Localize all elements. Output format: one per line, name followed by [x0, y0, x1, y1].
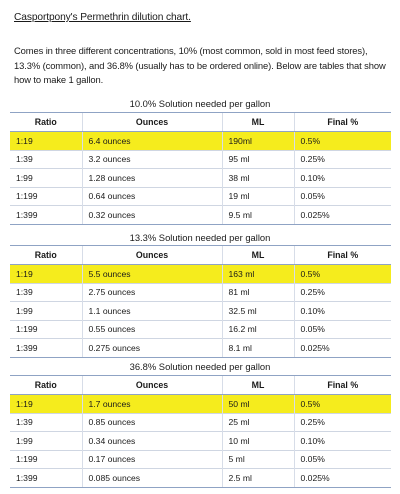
cell-ml: 19 ml: [222, 187, 294, 206]
cell-ratio: 1:99: [10, 432, 82, 451]
cell-final-percent: 0.25%: [294, 413, 391, 432]
header-ratio: Ratio: [10, 113, 82, 132]
cell-final-percent: 0.05%: [294, 450, 391, 469]
header-ml: ML: [222, 113, 294, 132]
header-final-percent: Final %: [294, 113, 391, 132]
cell-final-percent: 0.5%: [294, 132, 391, 151]
table-row-highlighted: [10, 395, 391, 414]
table-row: [10, 450, 391, 469]
cell-ratio: 1:199: [10, 320, 82, 339]
cell-ml: 8.1 ml: [222, 339, 294, 358]
table-row-highlighted: [10, 265, 391, 284]
header-ratio: Ratio: [10, 376, 82, 395]
cell-ratio: 1:199: [10, 187, 82, 206]
table-row: [10, 206, 391, 225]
table-row: [10, 150, 391, 169]
cell-final-percent: 0.25%: [294, 150, 391, 169]
table-row: [10, 413, 391, 432]
header-row: [10, 376, 391, 395]
table-row-highlighted: [10, 132, 391, 151]
header-ounces: Ounces: [82, 376, 222, 395]
header-final-percent: Final %: [294, 376, 391, 395]
cell-ounces: 0.85 ounces: [82, 413, 222, 432]
header-ounces: Ounces: [82, 246, 222, 265]
cell-ml: 5 ml: [222, 450, 294, 469]
cell-ml: 10 ml: [222, 432, 294, 451]
cell-ml: 190ml: [222, 132, 294, 151]
cell-ounces: 0.32 ounces: [82, 206, 222, 225]
dilution-table-36-8: [10, 375, 391, 488]
cell-ratio: 1:39: [10, 283, 82, 302]
cell-ounces: 0.64 ounces: [82, 187, 222, 206]
cell-ml: 50 ml: [222, 395, 294, 414]
cell-ml: 25 ml: [222, 413, 294, 432]
header-row: [10, 246, 391, 265]
table-row: [10, 320, 391, 339]
cell-final-percent: 0.025%: [294, 206, 391, 225]
cell-ml: 32.5 ml: [222, 302, 294, 321]
section-heading-36-8: 36.8% Solution needed per gallon: [129, 361, 271, 372]
cell-final-percent: 0.10%: [294, 302, 391, 321]
table-row: [10, 469, 391, 488]
cell-ratio: 1:19: [10, 395, 82, 414]
cell-ounces: 5.5 ounces: [82, 265, 222, 284]
cell-ratio: 1:39: [10, 413, 82, 432]
table-row: [10, 283, 391, 302]
cell-ml: 38 ml: [222, 169, 294, 188]
cell-ml: 81 ml: [222, 283, 294, 302]
cell-ounces: 2.75 ounces: [82, 283, 222, 302]
cell-final-percent: 0.025%: [294, 469, 391, 488]
cell-final-percent: 0.10%: [294, 169, 391, 188]
cell-ounces: 0.085 ounces: [82, 469, 222, 488]
table-row: [10, 169, 391, 188]
cell-ounces: 6.4 ounces: [82, 132, 222, 151]
cell-final-percent: 0.05%: [294, 187, 391, 206]
cell-ratio: 1:399: [10, 339, 82, 358]
cell-final-percent: 0.10%: [294, 432, 391, 451]
cell-ml: 163 ml: [222, 265, 294, 284]
cell-ounces: 0.275 ounces: [82, 339, 222, 358]
cell-ounces: 1.7 ounces: [82, 395, 222, 414]
header-ml: ML: [222, 376, 294, 395]
document-title: Casportpony's Permethrin dilution chart.: [14, 12, 191, 23]
cell-ounces: 1.1 ounces: [82, 302, 222, 321]
cell-ratio: 1:399: [10, 469, 82, 488]
cell-final-percent: 0.05%: [294, 320, 391, 339]
cell-ounces: 1.28 ounces: [82, 169, 222, 188]
cell-ml: 9.5 ml: [222, 206, 294, 225]
cell-ratio: 1:39: [10, 150, 82, 169]
header-ml: ML: [222, 246, 294, 265]
cell-ratio: 1:19: [10, 132, 82, 151]
cell-final-percent: 0.5%: [294, 265, 391, 284]
cell-ml: 16.2 ml: [222, 320, 294, 339]
cell-final-percent: 0.025%: [294, 339, 391, 358]
table-row: [10, 187, 391, 206]
table-row: [10, 302, 391, 321]
cell-ounces: 3.2 ounces: [82, 150, 222, 169]
section-heading-13-3: 13.3% Solution needed per gallon: [129, 232, 271, 243]
cell-ml: 95 ml: [222, 150, 294, 169]
cell-ratio: 1:399: [10, 206, 82, 225]
cell-ounces: 0.34 ounces: [82, 432, 222, 451]
header-ratio: Ratio: [10, 246, 82, 265]
section-heading-10: 10.0% Solution needed per gallon: [129, 98, 271, 109]
header-row: [10, 113, 391, 132]
cell-ratio: 1:199: [10, 450, 82, 469]
cell-ounces: 0.17 ounces: [82, 450, 222, 469]
cell-ml: 2.5 ml: [222, 469, 294, 488]
cell-ratio: 1:99: [10, 302, 82, 321]
dilution-table-13-3: [10, 245, 391, 358]
intro-paragraph: Comes in three different concentrations, 10% (most common, sold in most feed stores), 13.3% (common), and 36.8% (usually has to be ordered online). Below are tables that show how to make 1 gallon.: [14, 45, 386, 85]
header-final-percent: Final %: [294, 246, 391, 265]
table-row: [10, 432, 391, 451]
cell-final-percent: 0.25%: [294, 283, 391, 302]
dilution-table-10: [10, 112, 391, 225]
cell-ratio: 1:19: [10, 265, 82, 284]
cell-ratio: 1:99: [10, 169, 82, 188]
table-row: [10, 339, 391, 358]
header-ounces: Ounces: [82, 113, 222, 132]
cell-ounces: 0.55 ounces: [82, 320, 222, 339]
cell-final-percent: 0.5%: [294, 395, 391, 414]
